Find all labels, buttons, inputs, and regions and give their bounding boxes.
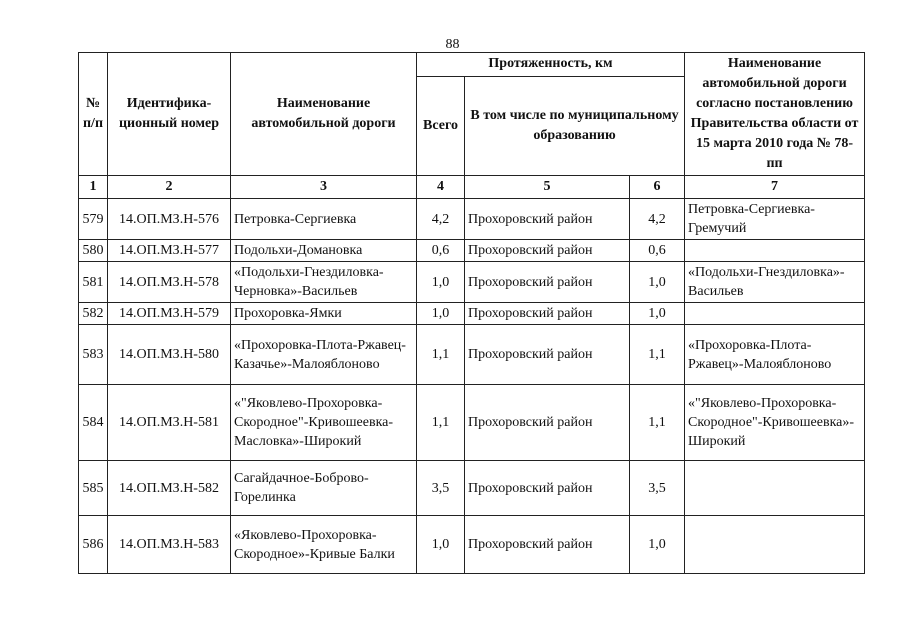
row-number: 584 bbox=[79, 385, 108, 461]
column-number: 6 bbox=[630, 176, 685, 199]
column-number: 1 bbox=[79, 176, 108, 199]
header-length: Протяженность, км bbox=[417, 53, 685, 77]
row-district-km: 4,2 bbox=[630, 199, 685, 240]
row-district-km: 0,6 bbox=[630, 240, 685, 262]
row-road-name: «Подольхи-Гнездиловка-Черновка»-Васильев bbox=[231, 262, 417, 303]
row-id: 14.ОП.МЗ.Н-581 bbox=[108, 385, 231, 461]
row-road-name: Прохоровка-Ямки bbox=[231, 303, 417, 325]
row-district-km: 3,5 bbox=[630, 461, 685, 516]
row-total: 3,5 bbox=[417, 461, 465, 516]
row-district: Прохоровский район bbox=[465, 385, 630, 461]
row-road-name: «Яковлево-Прохоровка-Скородное»-Кривые Балки bbox=[231, 516, 417, 574]
row-decree-name bbox=[685, 303, 865, 325]
header-total: Всего bbox=[417, 76, 465, 175]
row-total: 1,1 bbox=[417, 325, 465, 385]
row-district-km: 1,1 bbox=[630, 385, 685, 461]
row-number: 583 bbox=[79, 325, 108, 385]
row-district: Прохоровский район bbox=[465, 240, 630, 262]
row-total: 4,2 bbox=[417, 199, 465, 240]
row-decree-name bbox=[685, 516, 865, 574]
row-id: 14.ОП.МЗ.Н-583 bbox=[108, 516, 231, 574]
row-id: 14.ОП.МЗ.Н-576 bbox=[108, 199, 231, 240]
row-road-name: «"Яковлево-Прохоровка-Скородное"-Кривошеевка-Масловка»-Широкий bbox=[231, 385, 417, 461]
row-district: Прохоровский район bbox=[465, 262, 630, 303]
column-numbers-row bbox=[79, 176, 865, 199]
row-number: 581 bbox=[79, 262, 108, 303]
row-district: Прохоровский район bbox=[465, 199, 630, 240]
column-number: 7 bbox=[685, 176, 865, 199]
table-row bbox=[79, 262, 865, 303]
header-decree-name: Наименование автомобильной дороги согласно постановлению Правительства области от 15 марта 2010 года № 78-пп bbox=[685, 53, 865, 176]
row-decree-name bbox=[685, 240, 865, 262]
header-row-1 bbox=[79, 53, 865, 77]
row-total: 1,0 bbox=[417, 303, 465, 325]
row-road-name: Петровка-Сергиевка bbox=[231, 199, 417, 240]
column-number: 4 bbox=[417, 176, 465, 199]
row-district-km: 1,0 bbox=[630, 303, 685, 325]
row-id: 14.ОП.МЗ.Н-582 bbox=[108, 461, 231, 516]
header-no: № п/п bbox=[79, 53, 108, 176]
row-total: 1,1 bbox=[417, 385, 465, 461]
row-total: 1,0 bbox=[417, 262, 465, 303]
column-number: 5 bbox=[465, 176, 630, 199]
row-id: 14.ОП.МЗ.Н-579 bbox=[108, 303, 231, 325]
row-number: 582 bbox=[79, 303, 108, 325]
row-district-km: 1,1 bbox=[630, 325, 685, 385]
header-road-name: Наименование автомобильной дороги bbox=[231, 53, 417, 176]
row-road-name: Сагайдачное-Боброво-Горелинка bbox=[231, 461, 417, 516]
row-decree-name: «Подольхи-Гнездиловка»-Васильев bbox=[685, 262, 865, 303]
row-id: 14.ОП.МЗ.Н-580 bbox=[108, 325, 231, 385]
row-district-km: 1,0 bbox=[630, 262, 685, 303]
row-district-km: 1,0 bbox=[630, 516, 685, 574]
page-number: 88 bbox=[445, 37, 460, 52]
table-row bbox=[79, 325, 865, 385]
table-row bbox=[79, 240, 865, 262]
row-decree-name: «Прохоровка-Плота-Ржавец»-Малояблоново bbox=[685, 325, 865, 385]
row-total: 1,0 bbox=[417, 516, 465, 574]
row-district: Прохоровский район bbox=[465, 516, 630, 574]
row-district: Прохоровский район bbox=[465, 325, 630, 385]
table-row bbox=[79, 461, 865, 516]
row-number: 580 bbox=[79, 240, 108, 262]
row-id: 14.ОП.МЗ.Н-577 bbox=[108, 240, 231, 262]
header-municipal: В том числе по муниципальному образованию bbox=[465, 76, 685, 175]
row-road-name: «Прохоровка-Плота-Ржавец-Казачье»-Малояблоново bbox=[231, 325, 417, 385]
row-number: 586 bbox=[79, 516, 108, 574]
row-district: Прохоровский район bbox=[465, 303, 630, 325]
column-number: 3 bbox=[231, 176, 417, 199]
column-number: 2 bbox=[108, 176, 231, 199]
roads-table bbox=[78, 52, 865, 574]
row-number: 585 bbox=[79, 461, 108, 516]
row-decree-name bbox=[685, 461, 865, 516]
header-id: Идентифика-ционный номер bbox=[108, 53, 231, 176]
row-id: 14.ОП.МЗ.Н-578 bbox=[108, 262, 231, 303]
row-decree-name: Петровка-Сергиевка-Гремучий bbox=[685, 199, 865, 240]
row-number: 579 bbox=[79, 199, 108, 240]
row-road-name: Подольхи-Домановка bbox=[231, 240, 417, 262]
table-row bbox=[79, 385, 865, 461]
table-row bbox=[79, 199, 865, 240]
table-row bbox=[79, 516, 865, 574]
row-district: Прохоровский район bbox=[465, 461, 630, 516]
row-total: 0,6 bbox=[417, 240, 465, 262]
row-decree-name: «"Яковлево-Прохоровка-Скородное"-Кривошеевка»-Широкий bbox=[685, 385, 865, 461]
table-row bbox=[79, 303, 865, 325]
